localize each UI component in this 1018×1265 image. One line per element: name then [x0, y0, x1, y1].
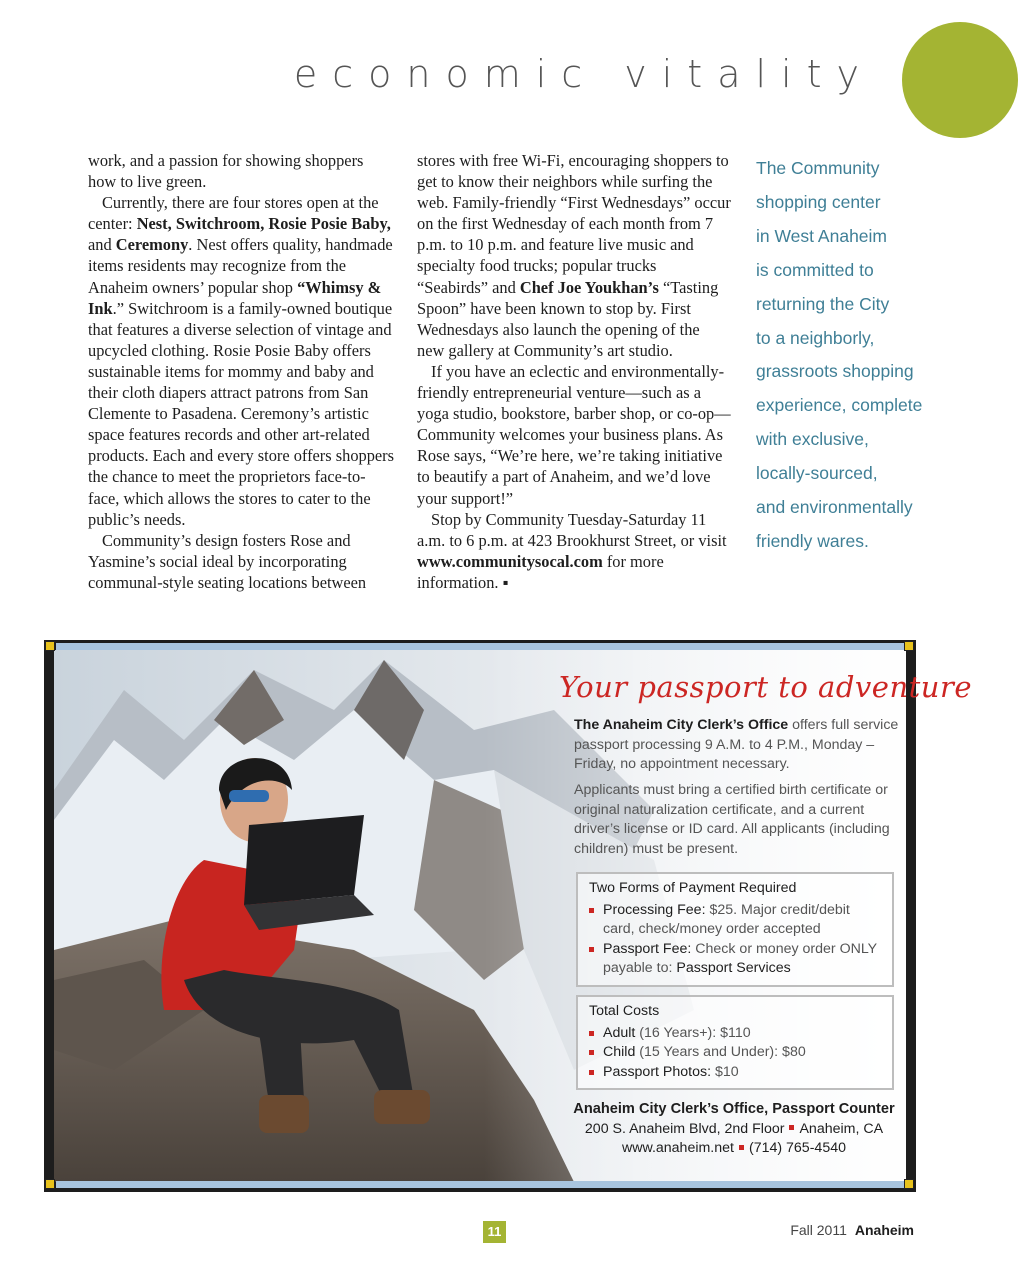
- paragraph: If you have an eclectic and environmentally-friendly entrepreneurial venture—such as a yoga studio, bookstore, barber shop, or co-op—Community welcomes your business plans. As Rose says, “We’re here, we’re taking initiative to beautify a part of Anaheim, and we’d love your support!”: [417, 361, 731, 508]
- payment-heading: Two Forms of Payment Required: [589, 880, 797, 896]
- frame-stripe: [56, 643, 904, 650]
- city: Anaheim, CA: [799, 1120, 884, 1137]
- list-item: Adult (16 Years+): $110: [589, 1024, 882, 1044]
- paragraph: Currently, there are four stores open at the center: Nest, Switchroom, Rosie Posie Baby, and Ceremony. Nest offers quality, handmade items residents may recognize from the Anaheim owners’ popular shop “Whimsy & Ink.” Switchroom is a family-owned boutique that features a diverse selection of vintage and upcycled clothing. Rosie Posie Baby offers sustainable items for mommy and baby and their cloth diapers attract patrons from San Clemente to Pasadena. Ceremony’s artistic space features records and other art-related products. Each and every store offers shoppers the chance to meet the proprietors face-to-face, which allows the stores to cater to the public’s needs.: [88, 193, 395, 529]
- folio: Fall 2011 Anaheim: [790, 1222, 914, 1238]
- section-title: economic vitality: [293, 52, 874, 96]
- ad-intro: The Anaheim City Clerk’s Office offers full service passport processing 9 A.M. to 4 P.M., Monday – Friday, no appointment necessary.: [574, 717, 899, 773]
- list-item: Processing Fee: $25. Major credit/debit card, check/money order accepted: [589, 901, 882, 940]
- ad-headline: Your passport to adventure: [559, 670, 972, 704]
- frame-corner: [45, 641, 55, 651]
- ad-requirements: Applicants must bring a certified birth certificate or original naturalization certificate, and a current driver’s license or ID card. All applicants (including children) must be present.: [574, 782, 890, 857]
- section-tab-decoration: [902, 22, 1018, 138]
- payment-box: [576, 872, 894, 987]
- frame-corner: [45, 1179, 55, 1189]
- paragraph: Community’s design fosters Rose and Yasmine’s social ideal by incorporating communal-style seating locations between: [88, 530, 367, 592]
- office-name: Anaheim City Clerk’s Office, Passport Counter: [573, 1101, 895, 1117]
- separator-square: [789, 1125, 794, 1130]
- ad-contact: [564, 1100, 904, 1159]
- article-column-1: [88, 150, 394, 593]
- pull-quote: The Community shopping center in West Anaheim is committed to returning the City to a neighborly, grassroots shopping experience, complete with exclusive, locally-sourced, and environmentally friendly wares.: [756, 158, 923, 551]
- website-link[interactable]: www.communitysocal.com: [417, 551, 603, 571]
- page-number: 11: [483, 1221, 506, 1243]
- frame-corner: [904, 641, 914, 651]
- separator-square: [739, 1145, 744, 1150]
- website-link[interactable]: www.anaheim.net: [621, 1140, 734, 1157]
- paragraph: work, and a passion for showing shoppers how to live green.: [88, 151, 364, 192]
- costs-heading: Total Costs: [589, 1003, 660, 1019]
- list-item: Passport Photos: $10: [589, 1063, 882, 1083]
- costs-box: [576, 995, 894, 1090]
- article-column-2: [417, 150, 731, 593]
- passport-advertisement: [44, 640, 972, 1192]
- list-item: Child (15 Years and Under): $80: [589, 1043, 882, 1063]
- paragraph: Stop by Community Tuesday-Saturday 11 a.m. to 6 p.m. at 423 Brookhurst Street, or visit www.communitysocal.com for more information. ▪: [417, 509, 727, 592]
- address: 200 S. Anaheim Blvd, 2nd Floor: [584, 1120, 785, 1137]
- frame-stripe: [56, 1181, 904, 1188]
- list-item: Passport Fee: Check or money order ONLY payable to: Passport Services: [589, 940, 882, 979]
- frame-corner: [904, 1179, 914, 1189]
- paragraph: stores with free Wi-Fi, encouraging shoppers to get to know their neighbors while surfing the web. Family-friendly “First Wednesdays” occur on the first Wednesday of each month from 7 p.m. to 10 p.m. and feature live music and specialty food trucks; popular trucks “Seabirds” and Chef Joe Youkhan’s “Tasting Spoon” have been known to stop by. First Wednesdays also launch the opening of the new gallery at Community’s art studio.: [417, 151, 731, 360]
- phone-number: (714) 765-4540: [748, 1140, 846, 1157]
